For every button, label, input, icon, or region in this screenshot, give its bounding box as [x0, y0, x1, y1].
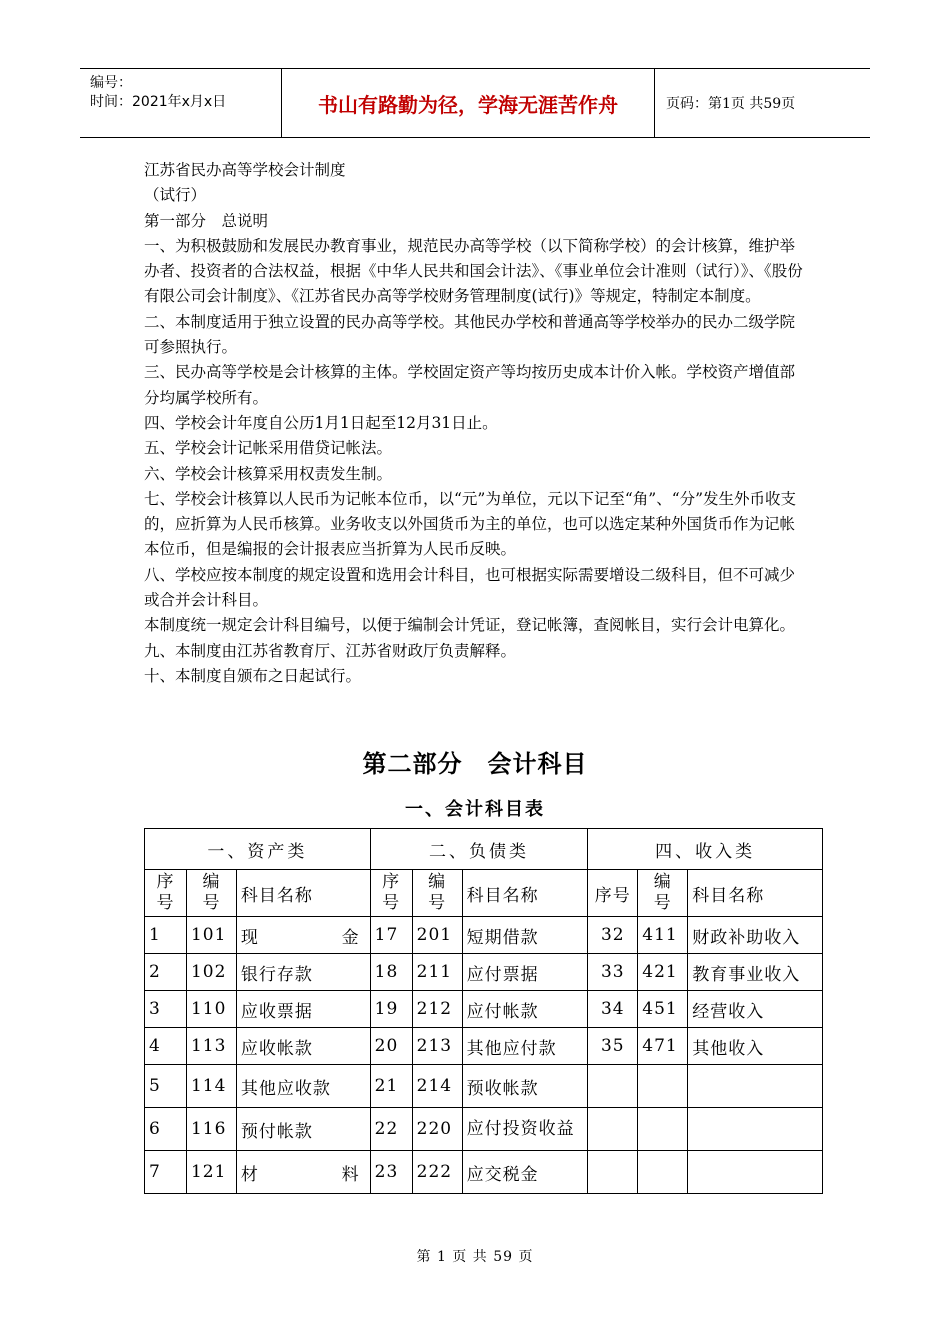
cell-empty	[638, 1151, 688, 1194]
cell-seq: 23	[370, 1151, 412, 1194]
cell-code: 101	[186, 917, 236, 954]
cell-empty	[688, 1108, 823, 1151]
doc-title: 江苏省民办高等学校会计制度	[144, 161, 346, 179]
cell-name: 教育事业收入	[688, 954, 823, 991]
cell-empty	[588, 1108, 638, 1151]
cell-empty	[688, 1151, 823, 1194]
header-motto: 书山有路勤为径，学海无涯苦作舟	[318, 92, 618, 117]
cell-seq: 22	[370, 1108, 412, 1151]
column-header-row	[145, 870, 823, 917]
cell-code: 113	[186, 1028, 236, 1065]
cell-seq: 32	[588, 917, 638, 954]
cell-seq: 19	[370, 991, 412, 1028]
cell-seq: 3	[145, 991, 187, 1028]
cell-name: 材 料	[236, 1151, 370, 1194]
header-time: 时间：2021年x月x日	[90, 94, 227, 110]
cell-name: 其他收入	[688, 1028, 823, 1065]
col-seq: 序号	[588, 870, 638, 917]
table-row	[145, 1151, 823, 1194]
cell-name: 经营收入	[688, 991, 823, 1028]
cell-name: 预付帐款	[236, 1108, 370, 1151]
cell-name: 应付帐款	[462, 991, 588, 1028]
cell-code: 214	[412, 1065, 462, 1108]
cell-empty	[588, 1065, 638, 1108]
doc-subtitle: （试行）	[144, 186, 207, 205]
cell-name: 预收帐款	[462, 1065, 588, 1108]
col-code: 编 号	[186, 870, 236, 917]
cell-code: 411	[638, 917, 688, 954]
cell-seq: 6	[145, 1108, 187, 1151]
cell-empty	[588, 1151, 638, 1194]
document-body	[144, 158, 809, 689]
cell-seq: 5	[145, 1065, 187, 1108]
cell-code: 116	[186, 1108, 236, 1151]
header-meta	[80, 69, 280, 137]
cell-empty	[688, 1065, 823, 1108]
page-footer: 第 1 页 共 59 页	[416, 1249, 534, 1265]
paragraph: 二、本制度适用于独立设置的民办高等学校。其他民办学校和普通高等学校举办的民办二级学院可参照执行。	[144, 312, 796, 357]
cell-code: 421	[638, 954, 688, 991]
paragraph: 十、本制度自颁布之日起试行。	[144, 666, 362, 685]
cell-name: 应收票据	[236, 991, 370, 1028]
cell-name: 应付投资收益	[462, 1108, 588, 1151]
col-seq: 序 号	[145, 870, 187, 917]
col-name: 科目名称	[236, 870, 370, 917]
paragraph: 六、学校会计核算采用权责发生制。	[144, 464, 393, 483]
paragraph: 三、民办高等学校是会计核算的主体。学校固定资产等均按历史成本计价入帐。学校资产增值部分均属学校所有。	[144, 363, 796, 407]
cell-name: 银行存款	[236, 954, 370, 991]
cell-name: 其他应付款	[462, 1028, 588, 1065]
cell-seq: 21	[370, 1065, 412, 1108]
col-seq: 序 号	[370, 870, 412, 917]
cell-seq: 34	[588, 991, 638, 1028]
group-header-row	[145, 829, 823, 870]
cell-code: 110	[186, 991, 236, 1028]
cell-seq: 1	[145, 917, 187, 954]
cell-seq: 20	[370, 1028, 412, 1065]
cell-code: 121	[186, 1151, 236, 1194]
cell-code: 451	[638, 991, 688, 1028]
table-row	[145, 917, 823, 954]
col-code: 编 号	[412, 870, 462, 917]
col-name: 科目名称	[688, 870, 823, 917]
cell-name: 应收帐款	[236, 1028, 370, 1065]
group-assets: 一、资产类	[145, 829, 371, 870]
cell-code: 114	[186, 1065, 236, 1108]
paragraph: 四、学校会计年度自公历1月1日起至12月31日止。	[144, 413, 498, 432]
cell-name: 其他应收款	[236, 1065, 370, 1108]
section-title: 第二部分 会计科目	[362, 750, 588, 778]
table-row	[145, 1108, 823, 1151]
col-name: 科目名称	[462, 870, 588, 917]
header-divider	[654, 69, 655, 137]
cell-code: 220	[412, 1108, 462, 1151]
cell-code: 213	[412, 1028, 462, 1065]
cell-code: 212	[412, 991, 462, 1028]
group-income: 四、收入类	[588, 829, 823, 870]
table-row	[145, 954, 823, 991]
cell-seq: 18	[370, 954, 412, 991]
cell-code: 211	[412, 954, 462, 991]
cell-name: 现 金	[236, 917, 370, 954]
cell-name: 短期借款	[462, 917, 588, 954]
paragraph: 本制度统一规定会计科目编号，以便于编制会计凭证，登记帐簿，查阅帐目，实行会计电算化。	[144, 616, 796, 635]
cell-seq: 7	[145, 1151, 187, 1194]
cell-empty	[638, 1065, 688, 1108]
cell-seq: 4	[145, 1028, 187, 1065]
header-page-info: 页码：第1页 共59页	[666, 96, 796, 112]
cell-name: 应交税金	[462, 1151, 588, 1194]
cell-code: 471	[638, 1028, 688, 1065]
cell-name: 应付票据	[462, 954, 588, 991]
cell-name: 财政补助收入	[688, 917, 823, 954]
cell-code: 201	[412, 917, 462, 954]
paragraph: 九、本制度由江苏省教育厅、江苏省财政厅负责解释。	[144, 641, 517, 660]
part-one-heading: 第一部分 总说明	[144, 211, 269, 230]
cell-code: 222	[412, 1151, 462, 1194]
col-code: 编 号	[638, 870, 688, 917]
cell-seq: 17	[370, 917, 412, 954]
table-row	[145, 1028, 823, 1065]
table-title: 一、会计科目表	[405, 799, 545, 820]
account-subjects-table	[144, 828, 823, 1194]
paragraph: 七、学校会计核算以人民币为记帐本位币，以“元”为单位，元以下记至“角”、“分”发生外币收支的，应折算为人民币核算。业务收支以外国货币为主的单位，也可以选定某种外国货币作为记帐本位币，但是编报的会计报表应当折算为人民币反映。	[144, 489, 797, 559]
table-row	[145, 991, 823, 1028]
paragraph: 八、学校应按本制度的规定设置和选用会计科目，也可根据实际需要增设二级科目，但不可减少或合并会计科目。	[144, 565, 796, 610]
table-row	[145, 1065, 823, 1108]
cell-seq: 2	[145, 954, 187, 991]
paragraph: 五、学校会计记帐采用借贷记帐法。	[144, 439, 393, 458]
header-number: 编号：	[90, 75, 132, 91]
document-header	[80, 68, 870, 138]
cell-seq: 33	[588, 954, 638, 991]
group-liabilities: 二、负债类	[370, 829, 588, 870]
paragraph: 一、为积极鼓励和发展民办教育事业，规范民办高等学校（以下简称学校）的会计核算，维护举办者、投资者的合法权益，根据《中华人民共和国会计法》、《事业单位会计准则（试行）》、《股份有限公司会计制度》、《江苏省民办高等学校财务管理制度(试行)》等规定，特制定本制度。	[144, 236, 803, 306]
cell-seq: 35	[588, 1028, 638, 1065]
cell-code: 102	[186, 954, 236, 991]
cell-empty	[638, 1108, 688, 1151]
